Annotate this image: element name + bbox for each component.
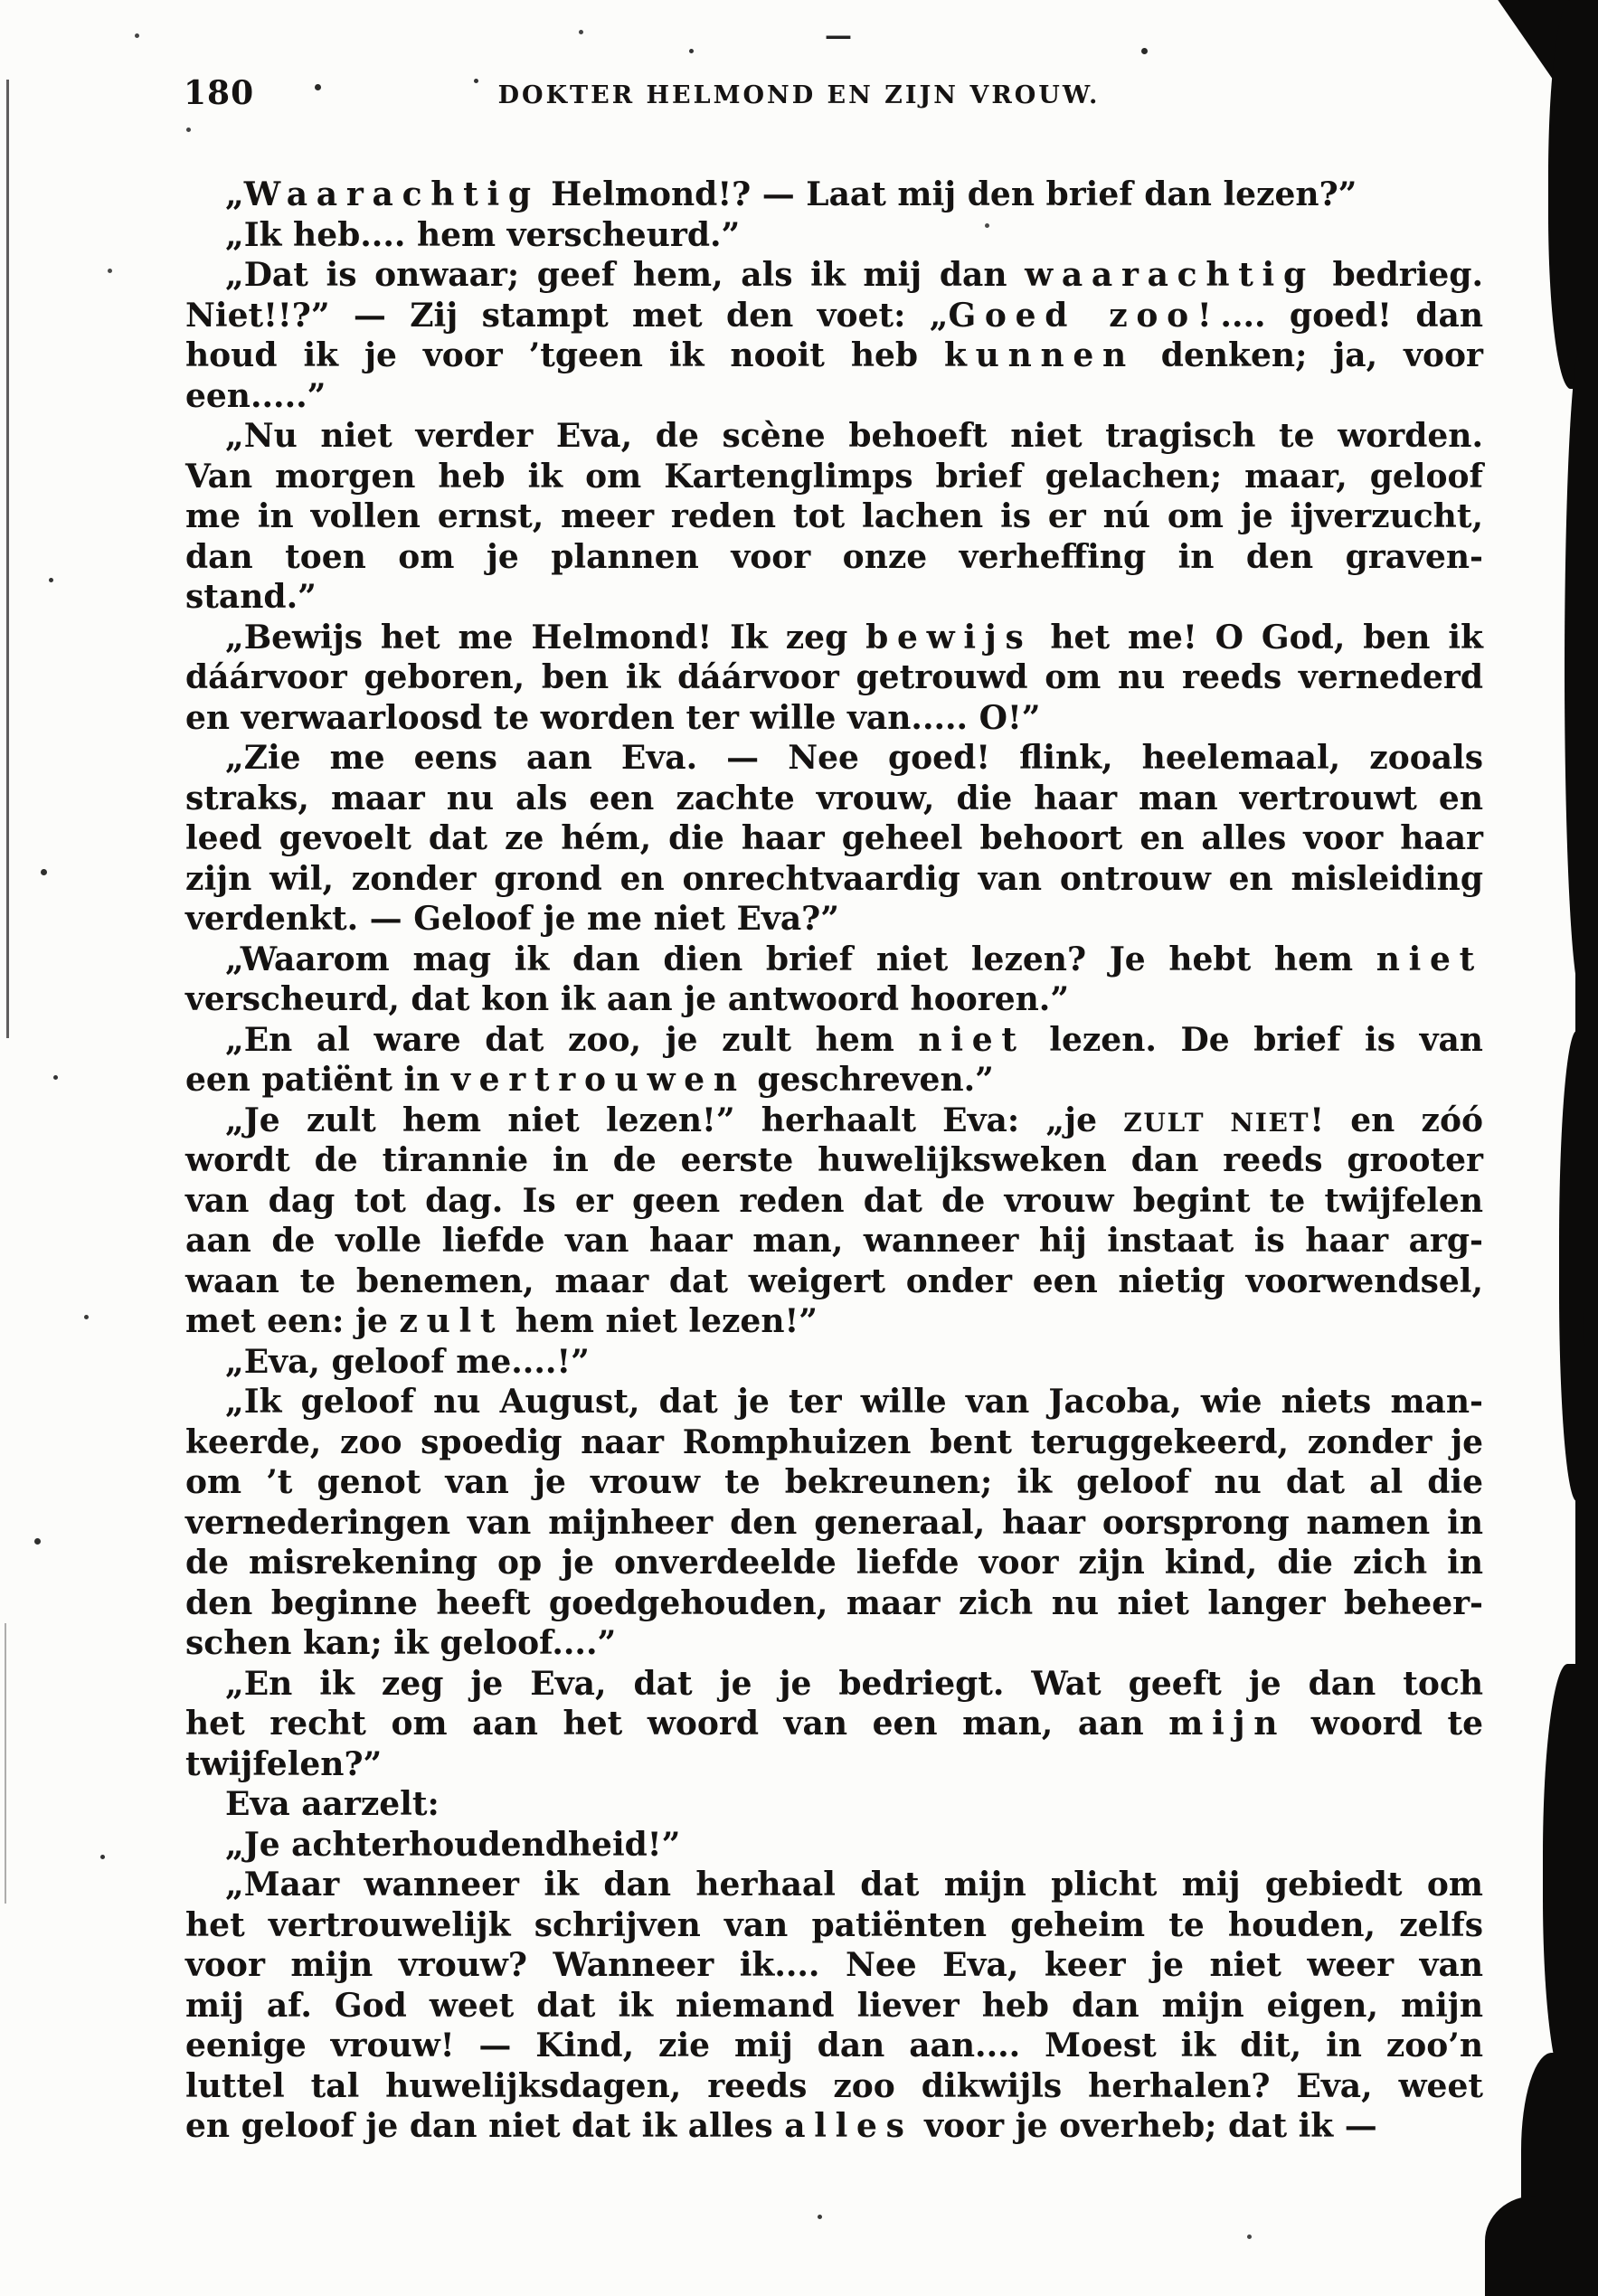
text-line	[185, 296, 1483, 336]
text-line	[185, 1181, 1483, 1222]
text-segment: Helmond!? — Laat mij den brief dan lezen?”	[539, 175, 1357, 213]
text-segment: .... goed! dan	[1220, 296, 1484, 335]
text-segment: zijn wil, zonder grond en onrechtvaardig van ontrouw en misleiding	[185, 859, 1483, 898]
text-line	[185, 1945, 1483, 1986]
text-line	[185, 1664, 1483, 1705]
text-segment: geschreven.”	[745, 1061, 994, 1099]
text-line	[185, 818, 1483, 859]
text-segment: stand.”	[185, 578, 317, 616]
text-segment: waan te benemen, maar dat weigert onder een nietig voorwendsel,	[185, 1261, 1483, 1300]
text-line	[185, 738, 1483, 779]
text-segment: twijfelen?”	[185, 1744, 383, 1783]
scan-shadow-blob	[1559, 1031, 1598, 1501]
text-segment: „Eva, geloof me....!”	[225, 1342, 590, 1381]
text-line	[185, 1221, 1483, 1261]
text-segment: en verwaarloosd te worden ter wille van..... O!”	[185, 698, 1041, 737]
text-line	[185, 940, 1483, 980]
text-segment: denken; ja, voor	[1134, 336, 1483, 374]
text-line	[185, 2066, 1483, 2107]
text-line	[185, 1060, 1483, 1101]
text-line	[185, 657, 1483, 698]
scan-shadow-blob	[1548, 0, 1598, 389]
text-line	[185, 376, 1483, 417]
text-segment: houd ik je voor ’tgeen ik nooit heb	[185, 336, 945, 374]
text-line	[185, 2106, 1483, 2147]
text-segment: „Ik geloof nu August, dat je ter wille van Jacoba, wie niets man-	[225, 1383, 1483, 1421]
text-segment: aan de volle liefde van haar man, wanneer hij instaat is haar arg-	[185, 1222, 1483, 1260]
text-line	[185, 1543, 1483, 1583]
text-segment: vertrouwen	[450, 1061, 746, 1099]
text-segment: Eva aarzelt:	[225, 1785, 440, 1823]
text-segment: eenige vrouw! — Kind, zie mij dan aan.... Moest ik dit, in zoo’n	[185, 2027, 1483, 2065]
text-segment: van dag tot dag. Is er geen reden dat de vrouw begint te twijfelen	[185, 1181, 1483, 1220]
text-line	[185, 1583, 1483, 1624]
text-line	[185, 1301, 1483, 1342]
page-text	[185, 175, 1483, 2147]
text-segment: mij af. God weet dat ik niemand liever heb dan mijn eigen, mijn	[185, 1986, 1483, 2025]
text-segment: „Nu niet verder Eva, de scène behoeft niet tragisch te worden.	[225, 417, 1483, 455]
text-line	[185, 1865, 1483, 1905]
paragraph	[185, 1825, 1483, 1866]
text-line	[185, 1905, 1483, 1946]
text-line	[185, 335, 1483, 376]
text-segment: en geloof je dan niet dat ik alles	[185, 2107, 785, 2145]
text-segment: ZULT NIET	[1123, 1107, 1310, 1138]
text-segment: bewijs	[865, 618, 1033, 657]
text-segment: Niet!!?” — Zij stampt met den voet: „	[185, 296, 949, 335]
text-segment: met een: je	[185, 1302, 400, 1340]
text-line	[185, 779, 1483, 819]
text-line	[185, 859, 1483, 900]
paragraph	[185, 416, 1483, 618]
text-segment: voor je overheb; dat ik —	[912, 2107, 1377, 2145]
text-segment: dáárvoor geboren, ben ik dáárvoor getrouwd om nu reeds vernederd	[185, 658, 1483, 696]
text-line	[185, 1704, 1483, 1744]
text-segment: zult	[399, 1302, 505, 1340]
paragraph	[185, 1020, 1483, 1101]
text-segment: niet	[918, 1020, 1026, 1059]
paragraph	[185, 215, 1483, 256]
text-line	[185, 979, 1483, 1020]
text-segment: „Je zult hem niet lezen!” herhaalt Eva: „je	[225, 1101, 1124, 1139]
text-line	[185, 618, 1483, 658]
text-line	[185, 1784, 1483, 1825]
paragraph	[185, 255, 1483, 416]
text-segment: „Zie me eens aan Eva. — Nee goed! flink, heelemaal, zooals	[225, 739, 1483, 777]
text-line	[185, 1744, 1483, 1785]
text-segment: waarachtig	[1025, 256, 1315, 294]
text-line	[185, 698, 1483, 739]
text-segment: bedrieg.	[1314, 256, 1483, 294]
text-line	[185, 577, 1483, 618]
paragraph	[185, 738, 1483, 940]
text-segment: den beginne heeft goedgehouden, maar zich nu niet langer beheer-	[185, 1583, 1483, 1622]
text-segment: wordt de tirannie in de eerste huwelijksweken dan reeds grooter	[185, 1141, 1483, 1179]
text-line	[185, 1986, 1483, 2027]
paragraph	[185, 1664, 1483, 1785]
scan-line-left	[5, 1623, 6, 1904]
text-line	[185, 1503, 1483, 1544]
page-number: 180	[184, 74, 255, 112]
text-line	[185, 457, 1483, 497]
text-line	[185, 1422, 1483, 1463]
text-line	[185, 496, 1483, 537]
text-segment: Goed zoo!	[948, 296, 1221, 335]
paragraph	[185, 940, 1483, 1020]
paragraph	[185, 1342, 1483, 1383]
text-line	[185, 1462, 1483, 1503]
running-title: DOKTER HELMOND EN ZIJN VROUW.	[497, 81, 1101, 109]
text-line	[185, 1342, 1483, 1383]
text-segment: straks, maar nu als een zachte vrouw, die haar man vertrouwt en	[185, 779, 1483, 817]
text-segment: „Bewijs het me Helmond! Ik zeg	[225, 618, 866, 657]
text-line	[185, 2026, 1483, 2066]
text-line	[185, 1020, 1483, 1061]
paragraph	[185, 1784, 1483, 1825]
text-segment: „Dat is onwaar; geef hem, als ik mij dan	[225, 256, 1026, 294]
text-segment: kunnen	[944, 336, 1135, 374]
text-segment: Waarachtig	[243, 175, 540, 213]
scan-line-left	[6, 80, 9, 1038]
text-segment: „Ik heb.... hem verscheurd.”	[225, 215, 741, 254]
text-line	[185, 1825, 1483, 1866]
text-line	[185, 175, 1483, 215]
text-segment: voor mijn vrouw? Wanneer ik.... Nee Eva, keer je niet weer van	[185, 1946, 1483, 1984]
text-line	[185, 416, 1483, 457]
text-segment: schen kan; ik geloof....”	[185, 1624, 617, 1662]
text-line	[185, 899, 1483, 940]
text-segment: luttel tal huwelijksdagen, reeds zoo dikwijls herhalen? Eva, weet	[185, 2066, 1483, 2105]
text-segment: „	[225, 175, 244, 213]
text-segment: woord te	[1286, 1705, 1483, 1743]
text-segment: het recht om aan het woord van een man, aan	[185, 1705, 1169, 1743]
text-segment: me in vollen ernst, meer reden tot lachen is er nú om je ijverzucht,	[185, 497, 1483, 535]
paragraph	[185, 175, 1483, 215]
text-segment: Van morgen heb ik om Kartenglimps brief gelachen; maar, geloof	[185, 457, 1483, 496]
paragraph	[185, 1865, 1483, 2147]
text-segment: verscheurd, dat kon ik aan je antwoord hooren.”	[185, 980, 1070, 1018]
text-segment: om ’t genot van je vrouw te bekreunen; ik geloof nu dat al die	[185, 1463, 1483, 1501]
text-line	[185, 1623, 1483, 1664]
text-segment: lezen. De brief is van	[1025, 1020, 1483, 1059]
text-segment: leed gevoelt dat ze hém, die haar geheel behoort en alles voor haar	[185, 819, 1483, 857]
scan-shadow-blob	[1565, 344, 1598, 995]
paragraph	[185, 618, 1483, 739]
text-line	[185, 1101, 1483, 1141]
stray-mark: —	[825, 20, 852, 52]
text-line	[185, 1140, 1483, 1181]
text-segment: „Maar wanneer ik dan herhaal dat mijn plicht mij gebiedt om	[225, 1866, 1483, 1904]
text-segment: verdenkt. — Geloof je me niet Eva?”	[185, 900, 839, 938]
text-segment: vernederingen van mijnheer den generaal, haar oorsprong namen in	[185, 1503, 1483, 1542]
text-segment: alles	[784, 2107, 913, 2145]
text-segment: een.....”	[185, 376, 326, 415]
text-segment: dan toen om je plannen voor onze verheffing in den graven-	[185, 537, 1483, 576]
paragraph	[185, 1101, 1483, 1342]
text-segment: keerde, zoo spoedig naar Romphuizen bent teruggekeerd, zonder je	[185, 1422, 1483, 1461]
text-segment: „En ik zeg je Eva, dat je je bedriegt. Wat geeft je dan toch	[225, 1664, 1483, 1703]
text-segment: niet	[1376, 940, 1483, 978]
text-segment: „Waarom mag ik dan dien brief niet lezen? Je hebt hem	[225, 940, 1376, 978]
text-line	[185, 1261, 1483, 1302]
text-segment: een patiënt in	[185, 1061, 451, 1099]
text-segment: het vertrouwelijk schrijven van patiënten geheim te houden, zelfs	[185, 1905, 1483, 1944]
text-segment: „En al ware dat zoo, je zult hem	[225, 1020, 919, 1059]
text-segment: mijn	[1168, 1705, 1287, 1743]
text-line	[185, 255, 1483, 296]
text-segment: „Je achterhoudendheid!”	[225, 1825, 681, 1864]
scan-shadow-blob	[1543, 1664, 1598, 2089]
scan-specks	[0, 0, 3, 3]
text-segment: het me! O God, ben ik	[1032, 618, 1483, 657]
text-line	[185, 215, 1483, 256]
paragraph	[185, 1382, 1483, 1664]
text-line	[185, 1382, 1483, 1422]
text-segment: hem niet lezen!”	[504, 1302, 818, 1340]
text-line	[185, 537, 1483, 578]
scan-shadow-nick	[1583, 1302, 1598, 1352]
text-segment: de misrekening op je onverdeelde liefde voor zijn kind, die zich in	[185, 1544, 1483, 1582]
text-segment: ! en zóó	[1310, 1101, 1483, 1139]
scan-shadow-corner	[1485, 2196, 1598, 2296]
